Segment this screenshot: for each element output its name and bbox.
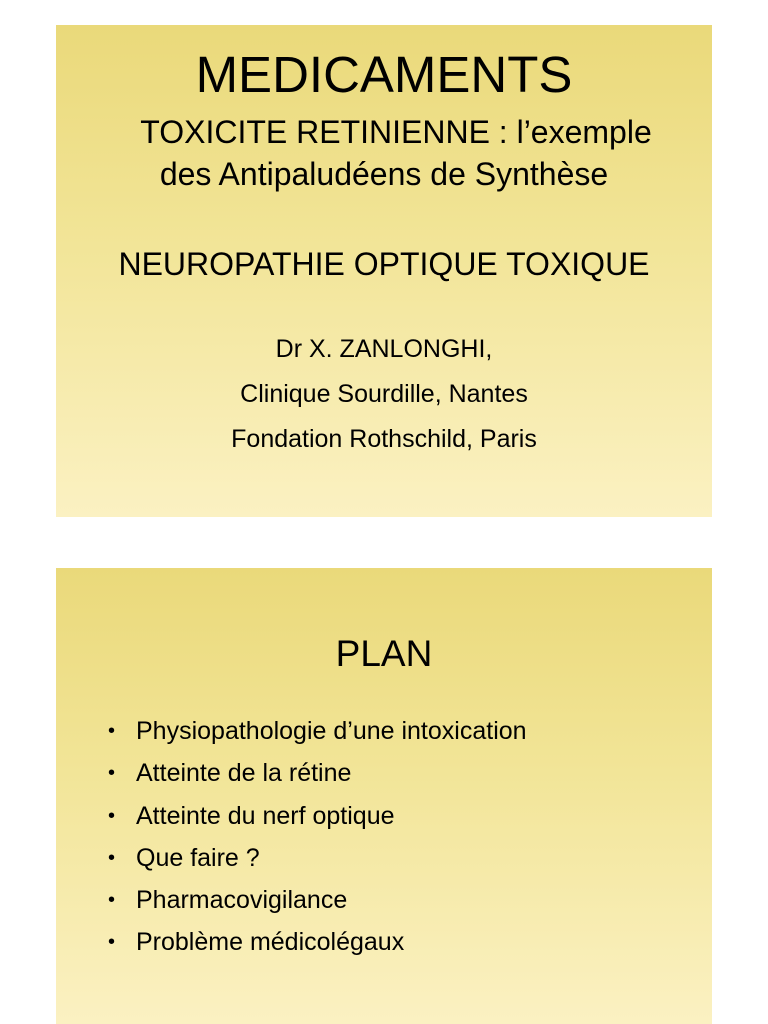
plan-title: PLAN	[335, 633, 433, 674]
list-item	[108, 710, 527, 752]
list-item-label: Atteinte de la rétine	[136, 759, 352, 788]
slide-secondary-heading: NEUROPATHIE OPTIQUE TOXIQUE	[118, 246, 650, 282]
author-block	[56, 327, 712, 462]
bullet-icon: •	[108, 931, 116, 954]
bullet-icon: •	[108, 762, 116, 785]
affiliation-1: Clinique Sourdille, Nantes	[240, 380, 528, 408]
list-item-label: Physiopathologie d’une intoxication	[136, 717, 527, 745]
slide-title: MEDICAMENTS	[195, 46, 573, 103]
plan-slide	[56, 568, 712, 1024]
list-item-label: Atteinte du nerf optique	[136, 801, 395, 830]
title-slide	[56, 25, 712, 517]
list-item	[108, 752, 527, 794]
slide-subtitle	[56, 111, 712, 195]
affiliation-2: Fondation Rothschild, Paris	[231, 425, 537, 453]
bullet-icon: •	[108, 846, 116, 869]
list-item	[108, 795, 527, 837]
subtitle-line-2: des Antipaludéens de Synthèse	[159, 156, 609, 192]
plan-list	[108, 710, 527, 964]
list-item-label: Pharmacovigilance	[136, 886, 348, 915]
list-item	[108, 837, 527, 879]
list-item	[108, 921, 527, 963]
list-item	[108, 879, 527, 921]
list-item-label: Problème médicolégaux	[136, 928, 405, 957]
bullet-icon: •	[108, 889, 116, 912]
bullet-icon: •	[108, 804, 116, 827]
author-name: Dr X. ZANLONGHI,	[275, 335, 493, 363]
list-item-label: Que faire ?	[136, 843, 260, 872]
bullet-icon: •	[108, 720, 116, 742]
subtitle-line-1: TOXICITE RETINIENNE : l’exemple	[140, 114, 652, 150]
